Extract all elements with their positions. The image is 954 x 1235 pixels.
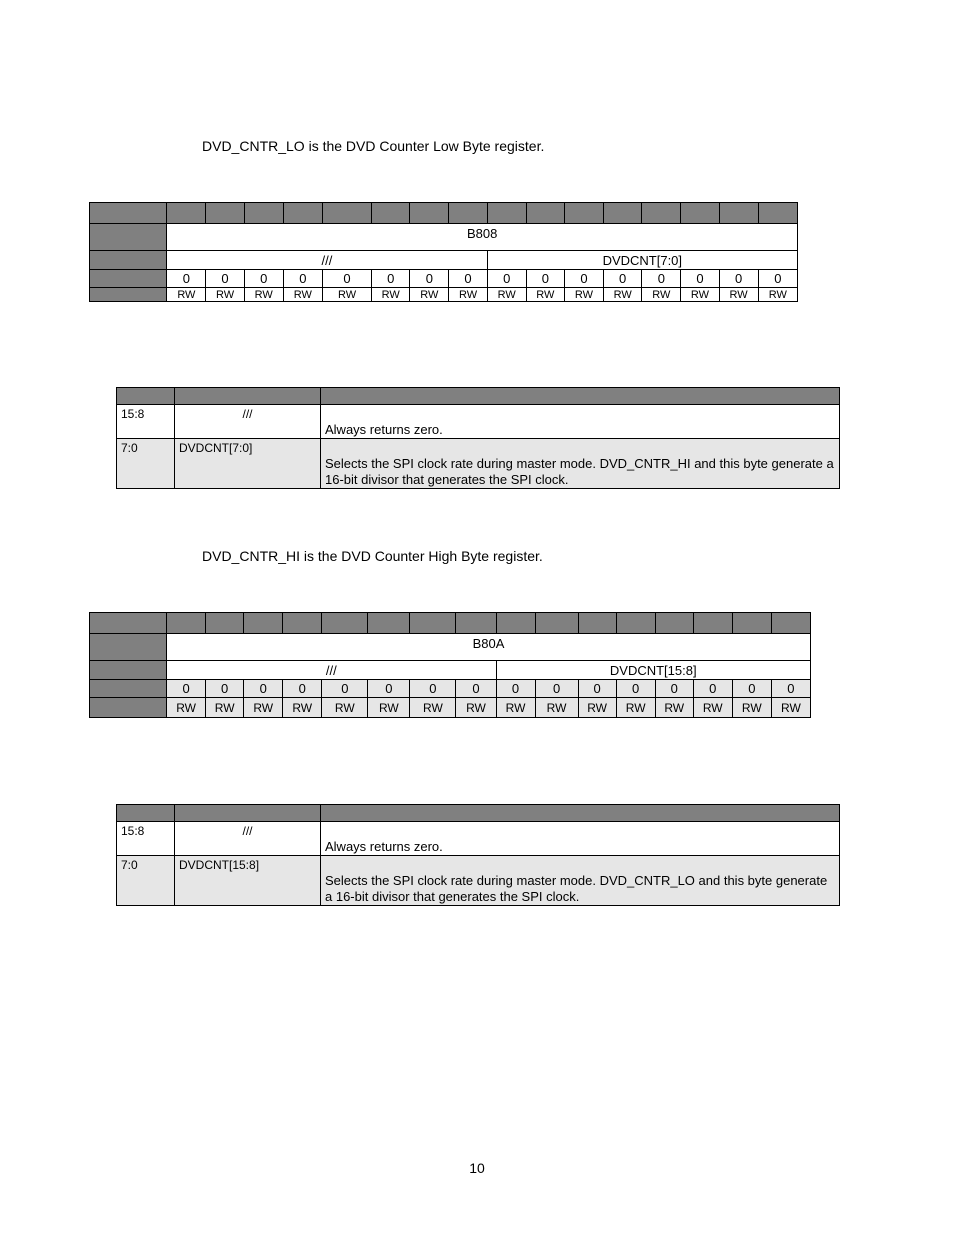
reset-bit-2: 0 bbox=[693, 680, 732, 698]
bit-name: DVDCNT[15:8] bbox=[175, 856, 321, 906]
bit-range: 7:0 bbox=[117, 439, 175, 489]
field-reserved: /// bbox=[167, 661, 496, 680]
bit-description: Always returns zero. bbox=[321, 822, 840, 856]
reset-bit-8: 0 bbox=[456, 680, 496, 698]
access-bit-9: RW bbox=[410, 698, 456, 718]
bit-name: /// bbox=[175, 822, 321, 856]
register-address: B80A bbox=[167, 634, 811, 661]
reset-bit-14: 0 bbox=[206, 680, 244, 698]
access-bit-6: RW bbox=[535, 698, 578, 718]
access-bit-7: RW bbox=[496, 698, 535, 718]
reset-bit-10: 0 bbox=[372, 270, 410, 288]
section1-intro: DVD_CNTR_LO is the DVD Counter Low Byte register. bbox=[202, 138, 545, 154]
access-bit-7: RW bbox=[487, 288, 526, 302]
access-bit-4: RW bbox=[616, 698, 655, 718]
bit-description: Selects the SPI clock rate during master mode. DVD_CNTR_HI and this byte generate a 16-bit divisor that generates the SPI clock. bbox=[321, 439, 840, 489]
reset-bit-8: 0 bbox=[449, 270, 487, 288]
reset-bit-9: 0 bbox=[410, 270, 449, 288]
access-bit-12: RW bbox=[283, 288, 322, 302]
reset-bit-15: 0 bbox=[167, 270, 206, 288]
access-bit-3: RW bbox=[642, 288, 681, 302]
reset-bit-7: 0 bbox=[496, 680, 535, 698]
reset-bit-3: 0 bbox=[655, 680, 693, 698]
register-table-lo bbox=[89, 202, 798, 302]
reset-bit-1: 0 bbox=[732, 680, 771, 698]
reset-bit-13: 0 bbox=[244, 270, 283, 288]
reset-bit-3: 0 bbox=[642, 270, 681, 288]
page-number: 10 bbox=[469, 1160, 485, 1176]
bit-description-table-hi bbox=[116, 804, 840, 906]
access-bit-8: RW bbox=[449, 288, 487, 302]
access-bit-0: RW bbox=[758, 288, 797, 302]
access-bit-6: RW bbox=[526, 288, 564, 302]
reset-bit-12: 0 bbox=[283, 270, 322, 288]
field-dvdcnt: DVDCNT[7:0] bbox=[487, 251, 797, 270]
access-bit-2: RW bbox=[681, 288, 719, 302]
reset-bit-1: 0 bbox=[719, 270, 758, 288]
reset-bit-10: 0 bbox=[368, 680, 410, 698]
bit-name: /// bbox=[175, 405, 321, 439]
access-bit-8: RW bbox=[456, 698, 496, 718]
field-reserved: /// bbox=[167, 251, 487, 270]
reset-bit-5: 0 bbox=[578, 680, 616, 698]
reset-bit-2: 0 bbox=[681, 270, 719, 288]
access-bit-15: RW bbox=[167, 288, 206, 302]
reset-bit-7: 0 bbox=[487, 270, 526, 288]
register-address: B808 bbox=[167, 224, 798, 251]
access-bit-12: RW bbox=[283, 698, 322, 718]
register-table-hi bbox=[89, 612, 811, 718]
access-bit-9: RW bbox=[410, 288, 449, 302]
reset-bit-0: 0 bbox=[758, 270, 797, 288]
bit-description: Always returns zero. bbox=[321, 405, 840, 439]
bit-range: 7:0 bbox=[117, 856, 175, 906]
access-bit-0: RW bbox=[771, 698, 810, 718]
access-bit-14: RW bbox=[206, 288, 244, 302]
reset-bit-5: 0 bbox=[564, 270, 603, 288]
section2-intro: DVD_CNTR_HI is the DVD Counter High Byte register. bbox=[202, 548, 543, 564]
reset-bit-6: 0 bbox=[535, 680, 578, 698]
register-header-row bbox=[90, 203, 798, 224]
bit-description: Selects the SPI clock rate during master mode. DVD_CNTR_LO and this byte generate a 16-bit divisor that generates the SPI clock. bbox=[321, 856, 840, 906]
access-bit-11: RW bbox=[322, 288, 371, 302]
field-dvdcnt: DVDCNT[15:8] bbox=[496, 661, 811, 680]
access-bit-5: RW bbox=[564, 288, 603, 302]
access-bit-1: RW bbox=[719, 288, 758, 302]
reset-bit-4: 0 bbox=[616, 680, 655, 698]
access-bit-11: RW bbox=[322, 698, 368, 718]
reset-bit-4: 0 bbox=[604, 270, 642, 288]
access-bit-13: RW bbox=[244, 288, 283, 302]
access-bit-14: RW bbox=[206, 698, 244, 718]
access-bit-2: RW bbox=[693, 698, 732, 718]
bit-range: 15:8 bbox=[117, 822, 175, 856]
reset-bit-11: 0 bbox=[322, 680, 368, 698]
access-bit-4: RW bbox=[604, 288, 642, 302]
reset-bit-11: 0 bbox=[322, 270, 371, 288]
access-bit-13: RW bbox=[244, 698, 283, 718]
bit-name: DVDCNT[7:0] bbox=[175, 439, 321, 489]
access-bit-15: RW bbox=[167, 698, 206, 718]
access-bit-10: RW bbox=[368, 698, 410, 718]
bit-range: 15:8 bbox=[117, 405, 175, 439]
reset-bit-6: 0 bbox=[526, 270, 564, 288]
access-bit-1: RW bbox=[732, 698, 771, 718]
reset-bit-13: 0 bbox=[244, 680, 283, 698]
access-bit-3: RW bbox=[655, 698, 693, 718]
access-bit-10: RW bbox=[372, 288, 410, 302]
reset-bit-9: 0 bbox=[410, 680, 456, 698]
bit-description-table-lo bbox=[116, 387, 840, 489]
reset-bit-14: 0 bbox=[206, 270, 244, 288]
reset-bit-0: 0 bbox=[771, 680, 810, 698]
access-bit-5: RW bbox=[578, 698, 616, 718]
reset-bit-12: 0 bbox=[283, 680, 322, 698]
reset-bit-15: 0 bbox=[167, 680, 206, 698]
